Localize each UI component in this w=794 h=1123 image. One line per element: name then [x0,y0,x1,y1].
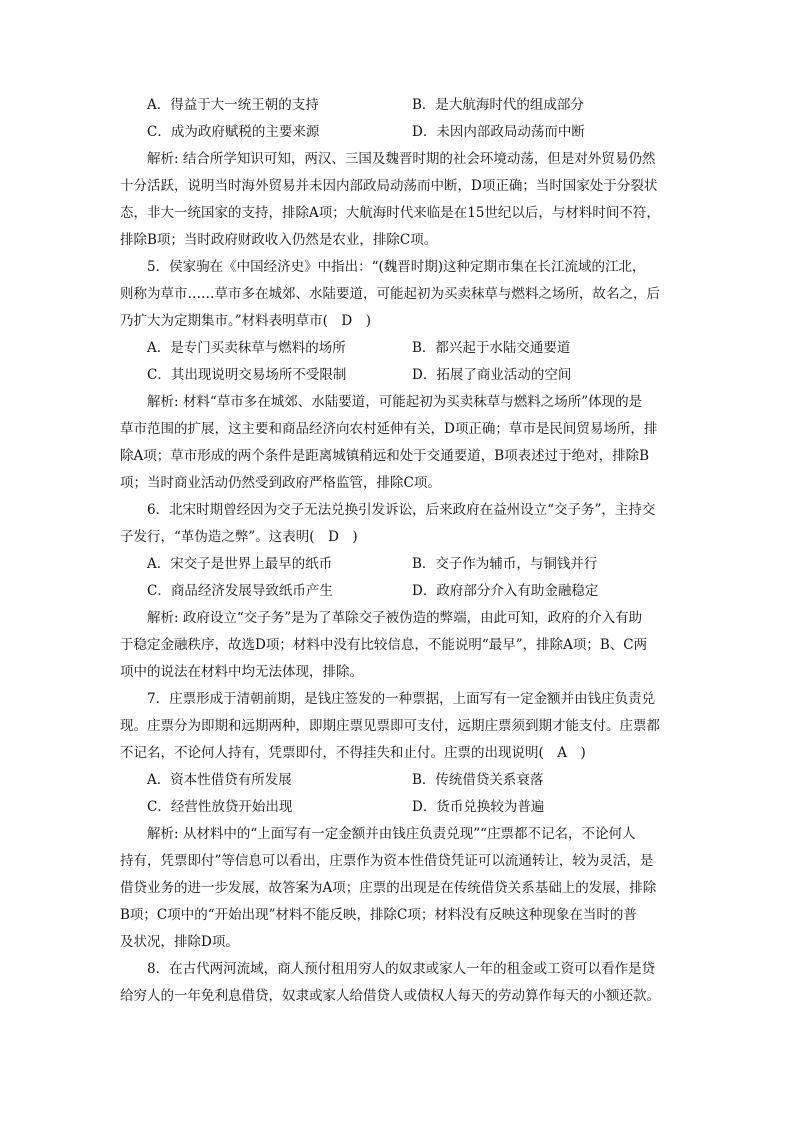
q4-analysis-line: 态，非大一统国家的支持，排除A项；大航海时代来临是在15世纪以后，与材料时间不符， [120,205,660,221]
q8-stem-line: 8．在古代两河流域，商人预付租用穷人的奴隶或家人一年的租金或工资可以看作是贷 [147,961,656,977]
q6-analysis-line: 项中的说法在材料中均无法体现，排除。 [120,664,363,680]
q5-option-a: A．是专门买卖秣草与燃料的场所 [147,340,346,356]
q6-options-row-1 [120,551,680,578]
q6-stem-line: 子发行，“革伪造之弊”。这表明( D ) [120,529,358,545]
q5-analysis-line: 草市范围的扩展，这主要和商品经济向农村延伸有关，D项正确；草市是民间贸易场所，排 [120,421,658,437]
q4-options-row-1 [120,92,680,119]
q6-analysis-line: 解析: 政府设立“交子务”是为了革除交子被伪造的弊端，由此可知，政府的介入有助 [147,610,643,626]
q5-analysis-line: 除A项；草市形成的两个条件是距离城镇稍远和处于交通要道，B项表述过于绝对，排除B [120,448,650,464]
q7-option-d: D．货币兑换较为普遍 [412,799,545,815]
q5-stem-line: 乃扩大为定期集市。”材料表明草市( D ) [120,313,372,329]
q7-analysis-line: 持有，凭票即付”等信息可以看出，庄票作为资本性借贷凭证可以流通转让，较为灵活，是 [120,853,654,869]
q6-options-row-2 [120,578,680,605]
q7-analysis-line: 解析: 从材料中的“上面写有一定金额并由钱庄负责兑现”“庄票都不记名，不论何人 [147,826,636,842]
q7-analysis-line: B项；C项中的“开始出现”材料不能反映，排除C项；材料没有反映这种现象在当时的普 [120,907,637,923]
q6-option-b: B．交子作为辅币，与铜钱并行 [412,556,598,572]
q4-analysis-line: 排除B项；当时政府财政收入仍然是农业，排除C项。 [120,232,438,248]
q6-option-a: A．宋交子是世界上最早的纸币 [147,556,333,572]
q5-stem-line: 则称为草市……草市多在城郊、水陆要道，可能起初为买卖秣草与燃料之场所，故名之，后 [120,286,660,302]
q5-stem-line: 5．侯家驹在《中国经济史》中指出：“(魏晋时期)这种定期市集在长江流域的江北， [147,259,646,275]
q4-options-row-2 [120,119,680,146]
q6-option-d: D．政府部分介入有助金融稳定 [412,583,599,599]
q7-options-row-1 [120,767,680,794]
q6-analysis-line: 于稳定金融秩序，故选D项；材料中没有比较信息，不能说明“最早”，排除A项；B、C两 [120,637,648,653]
q7-analysis-line: 及状况，排除D项。 [120,934,239,950]
q7-option-c: C．经营性放贷开始出现 [147,799,293,815]
q4-analysis-line: 解析: 结合所学知识可知，两汉、三国及魏晋时期的社会环境动荡，但是对外贸易仍然 [147,151,656,167]
q4-option-d: D．未因内部政局动荡而中断 [412,124,585,140]
q7-stem-line: 7．庄票形成于清朝前期，是钱庄签发的一种票据，上面写有一定金额并由钱庄负责兑 [147,691,656,707]
q7-option-b: B．传统借贷关系衰落 [412,772,544,788]
q5-options-row-1 [120,335,680,362]
q5-options-row-2 [120,362,680,389]
q7-stem-line: 不记名，不论何人持有，凭票即付，不得挂失和止付。庄票的出现说明( A ) [120,745,586,761]
page-content [120,92,680,1010]
q5-option-c: C．其出现说明交易场所不受限制 [147,367,347,383]
q5-option-d: D．拓展了商业活动的空间 [412,367,572,383]
q5-analysis-line: 项；当时商业活动仍然受到政府严格监管，排除C项。 [120,475,441,491]
q7-option-a: A．资本性借贷有所发展 [147,772,292,788]
q4-option-b: B．是大航海时代的组成部分 [412,97,584,113]
q8-stem-line: 给穷人的一年免利息借贷，奴隶或家人给借贷人或债权人每天的劳动算作每天的小额还款。 [120,988,660,1004]
q6-option-c: C．商品经济发展导致纸币产生 [147,583,333,599]
q5-analysis-line: 解析: 材料“草市多在城郊、水陆要道，可能起初为买卖秣草与燃料之场所”体现的是 [147,394,643,410]
q6-stem-line: 6．北宋时期曾经因为交子无法兑换引发诉讼，后来政府在益州设立“交子务”，主持交 [147,502,656,518]
q5-option-b: B．都兴起于水陆交通要道 [412,340,571,356]
q7-options-row-2 [120,794,680,821]
q4-option-a: A．得益于大一统王朝的支持 [147,97,319,113]
q7-analysis-line: 借贷业务的进一步发展，故答案为A项；庄票的出现是在传统借贷关系基础上的发展，排除 [120,880,657,896]
q4-analysis-line: 十分活跃，说明当时海外贸易并未因内部政局动荡而中断，D项正确；当时国家处于分裂状 [120,178,658,194]
q7-stem-line: 现。庄票分为即期和远期两种，即期庄票见票即可支付，远期庄票须到期才能支付。庄票都 [120,718,660,734]
q4-option-c: C．成为政府赋税的主要来源 [147,124,320,140]
